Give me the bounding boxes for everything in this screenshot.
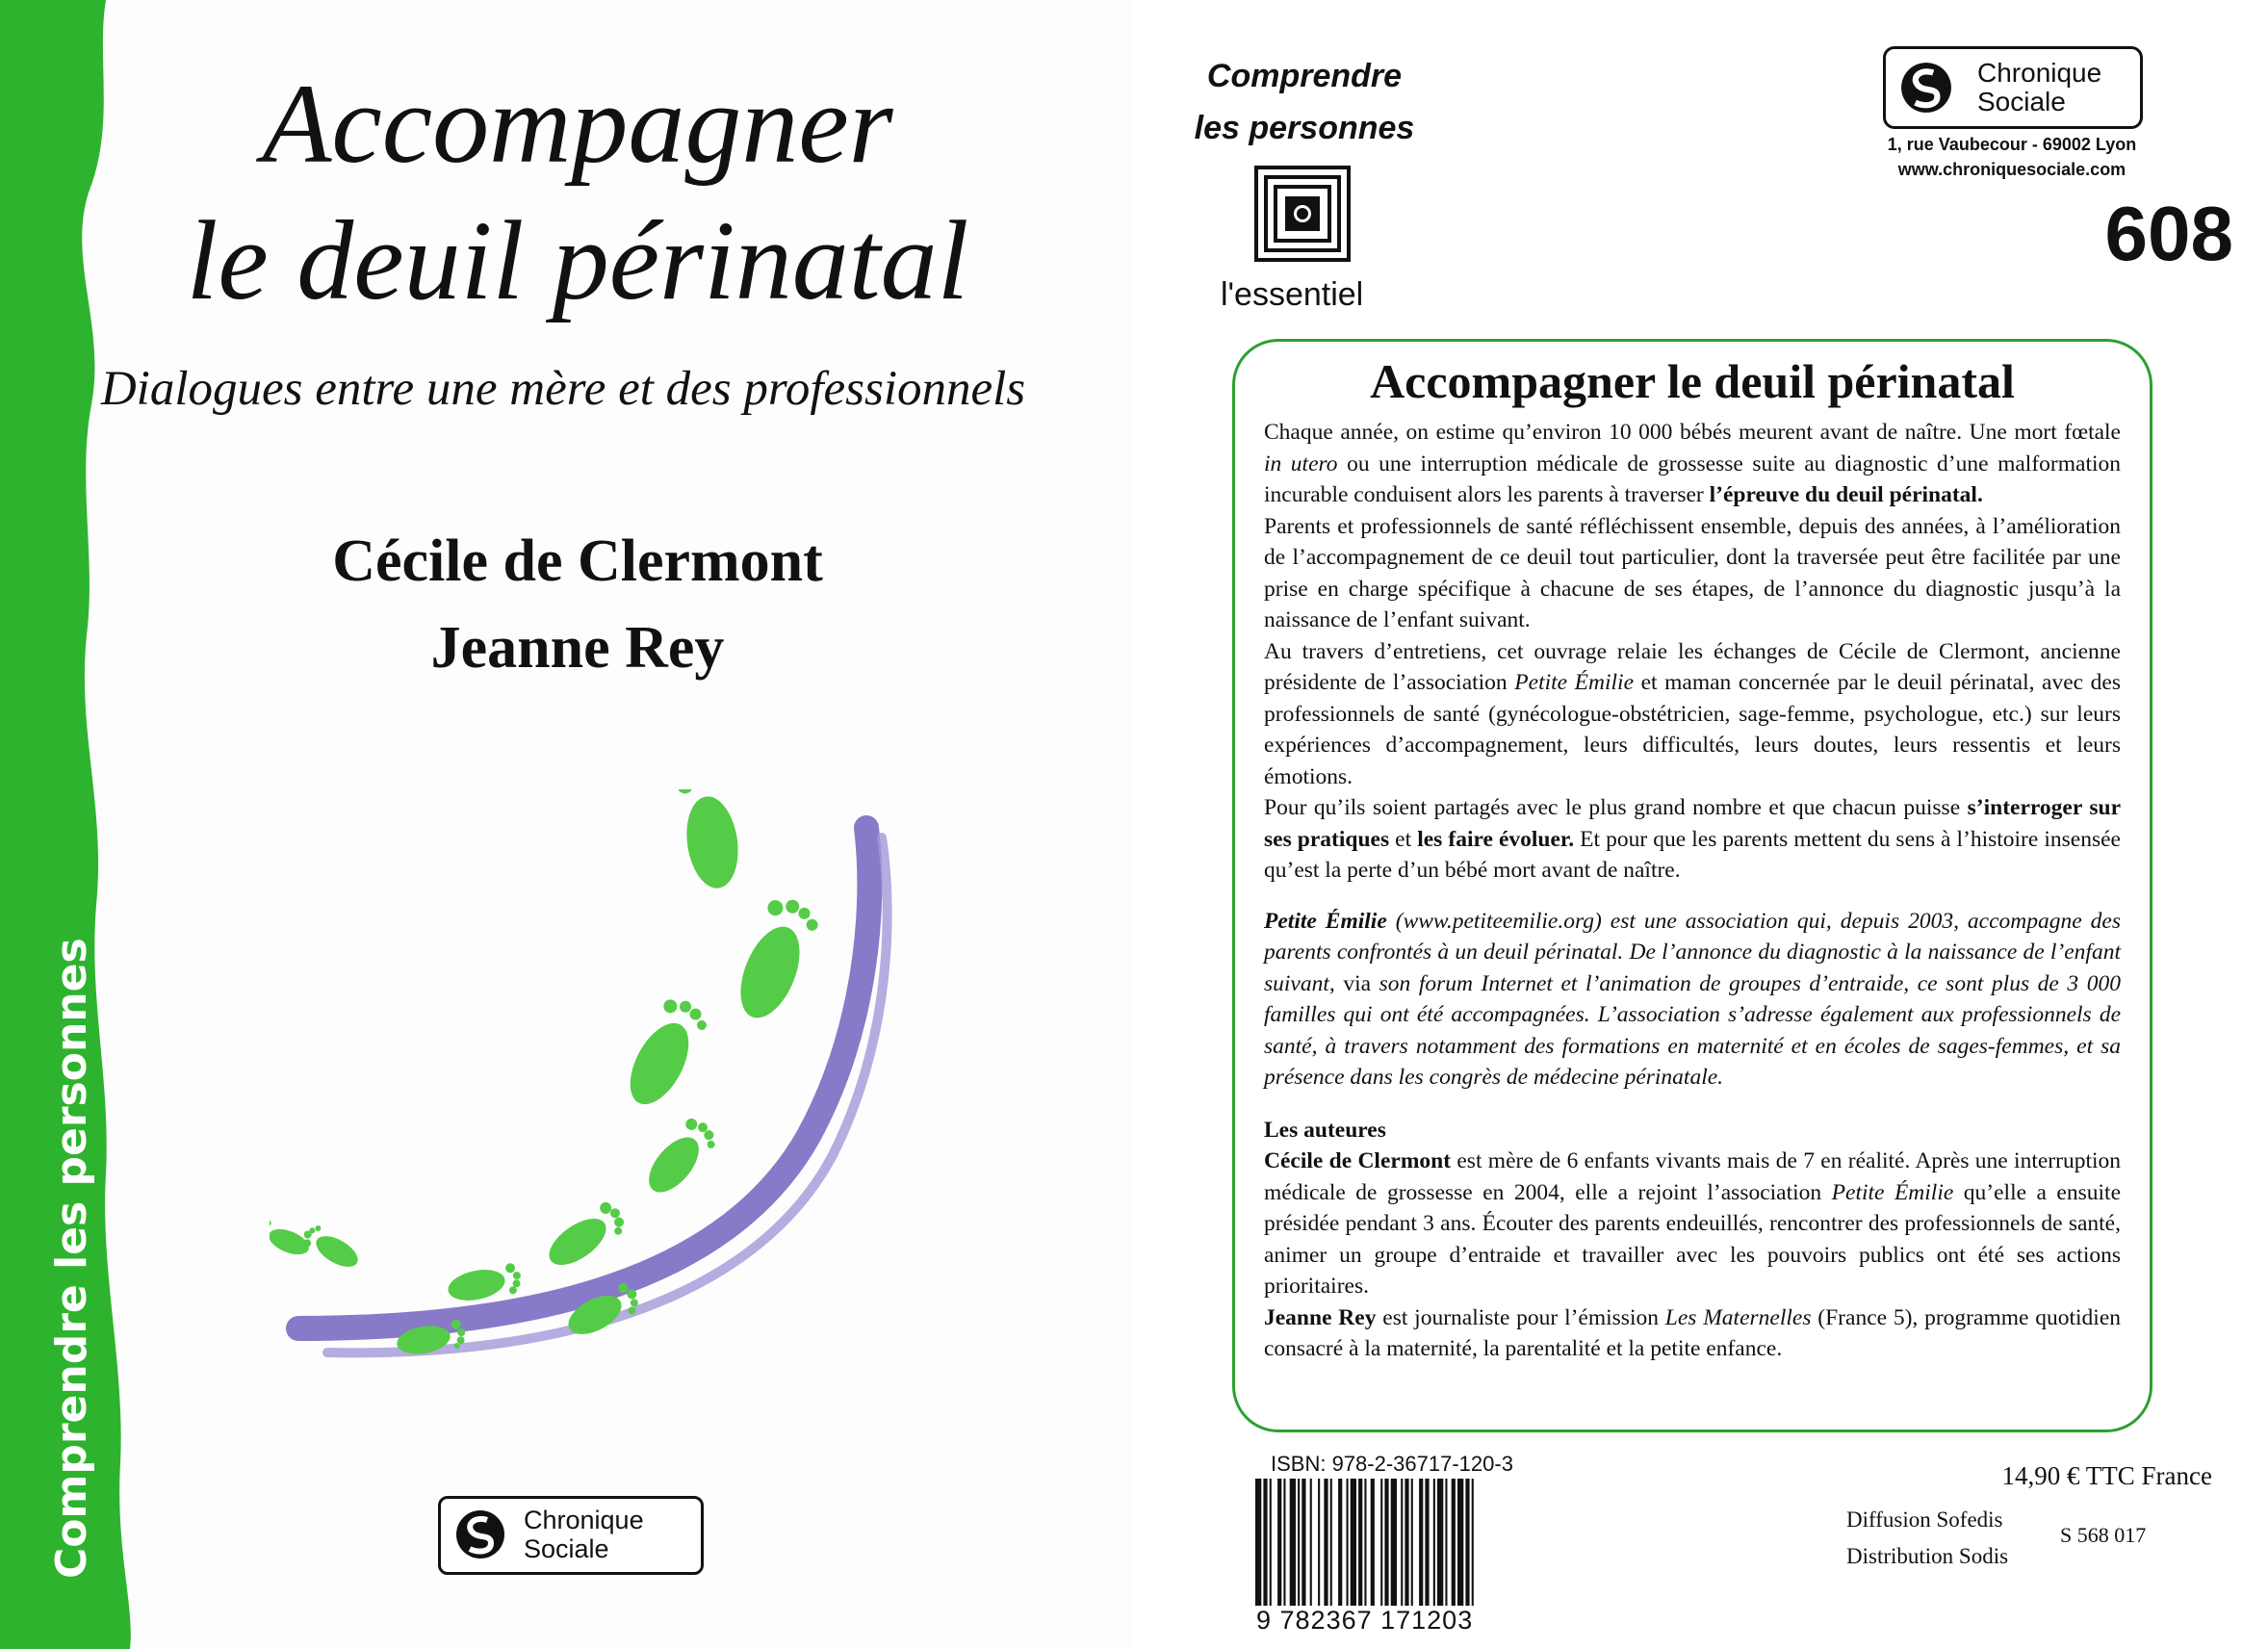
barcode-bar (1445, 1479, 1447, 1606)
footprints-illustration (270, 789, 924, 1386)
barcode-bar (1277, 1479, 1281, 1606)
nested-squares-icon (1254, 166, 1351, 262)
barcode-bar (1270, 1479, 1272, 1606)
publisher-address (1810, 132, 2214, 182)
author-name-2: Jeanne Rey (430, 615, 725, 681)
front-title-line-1: Accompagner (262, 61, 893, 187)
publisher-logo-line-2: Sociale (524, 1534, 609, 1563)
collection-line-2: les personnes (1194, 110, 1415, 146)
publisher-logo (438, 1496, 704, 1575)
collection-name (1174, 50, 1434, 154)
barcode-bar (1298, 1479, 1300, 1606)
back-cover (1136, 0, 2268, 1649)
barcode-bar (1255, 1479, 1261, 1606)
collection-subtitle: l'essentiel (1221, 276, 1364, 313)
barcode-digits: 9 782367 171203 (1256, 1606, 1474, 1635)
barcode-bar (1351, 1479, 1356, 1606)
barcode-bar (1405, 1479, 1408, 1606)
barcode-bar (1358, 1479, 1362, 1606)
footprint (270, 1218, 313, 1260)
summary-paragraph: Chaque année, on estime qu’environ 10 000 bébés meurent avant de naître. Une mort fœtale in utero ou une interruption médicale de grossesse suite au diagnostic d’une malformation incurable conduisent alors les parents à traverser l’épreuve du deuil périnatal. (1264, 420, 2121, 507)
barcode-bar (1263, 1479, 1267, 1606)
publisher-logo-line-2: Sociale (1977, 87, 2066, 116)
barcode-bar (1371, 1479, 1375, 1606)
address-line-1: 1, rue Vaubecour - 69002 Lyon (1887, 135, 2137, 154)
barcode-bar (1411, 1479, 1413, 1606)
spine-collection-label: Comprendre les personnes (47, 938, 96, 1579)
distribution-line-2: Distribution Sodis (1846, 1544, 2009, 1568)
barcode-bar (1310, 1479, 1312, 1606)
barcode (1253, 1479, 1581, 1606)
footprint (727, 891, 823, 1027)
barcode-bar (1364, 1479, 1366, 1606)
barcode-bar (1472, 1479, 1474, 1606)
distribution-line-1: Diffusion Sofedis (1846, 1507, 2003, 1532)
barcode-bar (1347, 1479, 1349, 1606)
barcode-bar (1401, 1479, 1403, 1606)
author-name-1: Cécile de Clermont (332, 528, 823, 594)
cs-logo-icon (454, 1508, 506, 1560)
association-paragraph: Petite Émilie (www.petiteemilie.org) est une association qui, depuis 2003, accompagne des parents confrontés à un deuil périnatal. De l’annonce du diagnostic à la naissance de l’enfant suivant, via son forum Internet et l’animation de groupes d’entraide, ce sont plus de 3 000 familles qui ont été accompagnées. L’association s’adresse également aux professionnels de santé, à travers notamment des formations en maternité et en écoles de sages-femmes, et sa présence dans les congrès de médecine périnatale. (1264, 908, 2121, 1090)
barcode-bar (1290, 1479, 1296, 1606)
summary-title: Accompagner le deuil périnatal (1370, 354, 2015, 408)
barcode-bar (1384, 1479, 1388, 1606)
front-subtitle: Dialogues entre une mère et des professionnels (100, 362, 1026, 416)
summary-paragraph: Au travers d’entretiens, cet ouvrage relaie les échanges de Cécile de Clermont, ancienne présidente de l’association Petite Émilie et maman concernée par le deuil périnatal, avec des professionnels de santé (gynécologue-obstétricien, sage-femme, psychologue, etc.) sur leurs expériences d’accompagnement, leurs difficultés, leurs doutes, leurs ressentis et leurs émotions. (1264, 638, 2121, 789)
barcode-bar (1391, 1479, 1397, 1606)
publisher-logo (1883, 46, 2143, 129)
footprint (617, 992, 712, 1115)
barcode-bar (1318, 1479, 1320, 1606)
barcode-bar (1425, 1479, 1429, 1606)
price: 14,90 € TTC France (2001, 1461, 2212, 1490)
authors-heading: Les auteures (1264, 1117, 1386, 1143)
isbn-label: ISBN: 978-2-36717-120-3 (1271, 1452, 1513, 1476)
barcode-bar (1283, 1479, 1285, 1606)
barcode-bar (1465, 1479, 1469, 1606)
barcode-bar (1380, 1479, 1382, 1606)
barcode-bar (1452, 1479, 1456, 1606)
footprint (639, 1113, 722, 1201)
footprint (541, 1198, 631, 1275)
barcode-bar (1330, 1479, 1332, 1606)
barcode-bar (1419, 1479, 1423, 1606)
barcode-bar (1324, 1479, 1327, 1606)
collection-line-1: Comprendre (1206, 58, 1403, 94)
barcode-bar (1437, 1479, 1443, 1606)
author-bio-2: Jeanne Rey est journaliste pour l’émission Les Maternelles (France 5), programme quotidien consacré à la maternité, la parentalité et la petite enfance. (1264, 1304, 2122, 1361)
author-bio-1: Cécile de Clermont est mère de 6 enfants vivants mais de 7 en réalité. Après une interruption médicale de grossesse en 2004, elle a rejoint l’association Petite Émilie qu’elle a ensuite présidée pendant 3 ans. Écouter des parents endeuillés, rencontrer des professionnels de santé, animer un groupe d’entraide et travailler avec les pouvoirs publics ont été ses actions prioritaires. (1264, 1148, 2121, 1299)
cs-logo-icon (1899, 61, 1953, 115)
barcode-bar (1457, 1479, 1463, 1606)
summary-paragraph: Parents et professionnels de santé réfléchissent ensemble, depuis des années, à l’amélioration de l’accompagnement de ce deuil tout particulier, dont la traversée peut être facilitée par une prise en charge spécifique à chacune de ses étapes, de l’annonce du diagnostic jusqu’à la naissance de l’enfant suivant. (1264, 513, 2121, 632)
front-cover (0, 0, 1132, 1649)
publisher-logo-line-1: Chronique (524, 1506, 644, 1534)
barcode-bar (1338, 1479, 1342, 1606)
summary-paragraph: Pour qu’ils soient partagés avec le plus grand nombre et que chacun puisse s’interroger sur ses pratiques et les faire évoluer. Et pour que les parents mettent du sens à l’histoire insensée qu’est la perte d’un bébé mort avant de naître. (1264, 795, 2122, 883)
publisher-website: www.chroniquesociale.com (1897, 160, 2126, 179)
summary-body (1264, 417, 2121, 1365)
barcode-bar (1433, 1479, 1435, 1606)
front-title-line-2: le deuil périnatal (186, 197, 969, 323)
publisher-logo-line-1: Chronique (1977, 58, 2102, 88)
barcode-bar (1302, 1479, 1305, 1606)
summary-box (1232, 339, 2152, 1432)
series-number: 608 (2104, 191, 2233, 276)
catalog-code: S 568 017 (2060, 1523, 2147, 1547)
footprint (676, 789, 746, 891)
